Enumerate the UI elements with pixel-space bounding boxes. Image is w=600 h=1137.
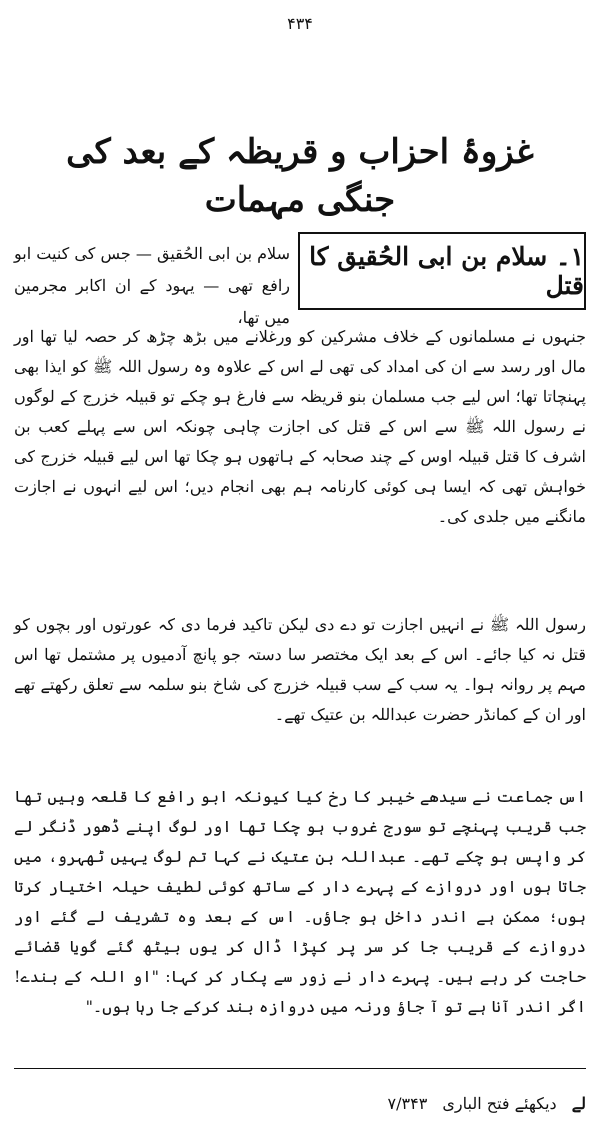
paragraph-3: اس جماعت نے سیدھے خیبر کا رخ کیا کیونکہ ابو رافع کا قلعہ وہیں تھا جب قریب پہنچے تو سورج غروب ہو چکا تھا اور لوگ اپنے ڈھور ڈنگر لے کر واپس ہو چکے تھے۔ عبداللہ بن عتیک نے کہا تم لوگ یہیں ٹھہرو، میں جاتا ہوں اور دروازے کے پہرے دار کے ساتھ کوئی لطیف حیلہ اختیار کرتا ہوں؛ ممکن ہے اندر داخل ہو جاؤں۔ اس کے بعد وہ تشریف لے گئے اور دروازے کے قریب جا کر سر پر کپڑا ڈال کر یوں بیٹھ گئے گویا قضائے حاجت کر رہے ہیں۔ پہرے دار نے زور سے پکار کر کہا: "او اللہ کے بندے! اگر اندر آنا ہے تو آ جاؤ ورنہ میں دروازہ بند کرکے جا رہا ہوں۔" [14, 787, 587, 1016]
footnote-marker: لے [571, 1094, 586, 1113]
intro-text: سلام بن ابی الحُقیق — جس کی کنیت ابو رافع تھی — یہود کے ان اکابر مجرمین میں تھا، [14, 244, 290, 327]
paragraph-2: رسول اللہ ﷺ نے انہیں اجازت تو دے دی لیکن تاکید فرما دی کہ عورتوں اور بچوں کو قتل نہ کیا جائے۔ اس کے بعد ایک مختصر سا دستہ جو پانچ آدمیوں پر مشتمل تھا اس مہم پر روانہ ہوا۔ یہ سب کے سب قبیلہ خزرج کی شاخ بنو سلمہ سے تعلق رکھتے تھے اور ان کے کمانڈر حضرت عبداللہ بن عتیک تھے۔ [14, 615, 586, 724]
footnote-divider [14, 1068, 586, 1069]
page-number: ۴۳۴ [287, 14, 313, 33]
section-heading: ۱۔ سلام بن ابی الحُقیق کا قتل [309, 242, 584, 300]
section-heading-box [298, 232, 586, 310]
footnote-reference: ۷/۳۴۳ [387, 1094, 428, 1113]
chapter-title: غزوۂ احزاب و قریظہ کے بعد کی جنگی مہمات [66, 132, 534, 220]
paragraph-1: جنہوں نے مسلمانوں کے خلاف مشرکین کو ورغلانے میں بڑھ چڑھ کر حصہ لیا تھا اور مال اور رسد سے ان کی امداد کی تھی لے اس کے علاوہ وہ رسول اللہ ﷺ کو ایذا بھی پہنچاتا تھا؛ اس لیے جب مسلمان بنو قریظہ سے فارغ ہو چکے تو قبیلہ خزرج کے لوگوں نے رسول اللہ ﷺ سے اس کے قتل کی اجازت چاہی چونکہ اس سے پہلے کعب بن اشرف کا قتل قبیلہ اوس کے چند صحابہ کے ہاتھوں ہو چکا تھا اس لیے قبیلہ خزرج کی خواہش تھی کہ ایسا ہی کوئی کارنامہ ہم بھی انجام دیں؛ اس لیے انہوں نے اجازت مانگنے میں جلدی کی۔ [14, 327, 587, 526]
footnote [14, 1090, 586, 1118]
footnote-text: دیکھئے فتح الباری [442, 1094, 557, 1113]
